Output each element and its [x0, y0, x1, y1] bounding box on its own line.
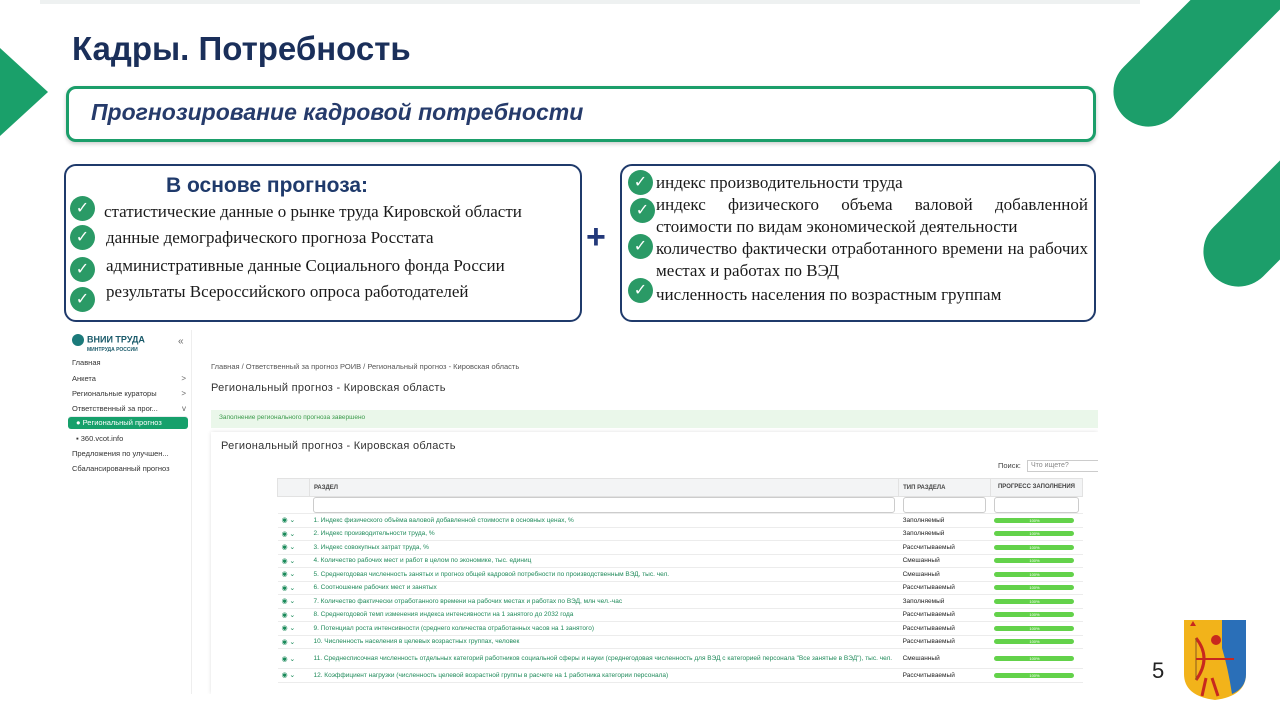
view-icon[interactable]: ◉: [281, 655, 288, 663]
view-icon[interactable]: ◉: [281, 672, 288, 680]
indicators-panel: [620, 164, 1096, 322]
column-header-actions: [278, 479, 310, 497]
basis-heading: В основе прогноза:: [166, 174, 369, 197]
chevron-down-icon[interactable]: ⌄: [289, 598, 296, 606]
green-stripe-decoration: [1189, 89, 1280, 301]
nav-item-proposals[interactable]: Предложения по улучшен...: [72, 449, 169, 458]
progress-bar: 100%: [994, 572, 1074, 577]
view-icon[interactable]: ◉: [281, 571, 288, 579]
view-icon[interactable]: ◉: [281, 557, 288, 565]
section-name[interactable]: 6. Соотношение рабочих мест и занятых: [309, 581, 898, 595]
progress-bar: 100%: [994, 518, 1074, 523]
chevron-down-icon[interactable]: ⌄: [289, 557, 296, 565]
check-icon: ✓: [628, 278, 653, 303]
view-icon[interactable]: ◉: [281, 638, 288, 646]
page-heading: Региональный прогноз - Кировская область: [211, 382, 446, 394]
chevron-down-icon[interactable]: ⌄: [289, 625, 296, 633]
basis-item: статистические данные о рынке труда Кировской области: [104, 202, 522, 221]
check-icon: ✓: [70, 287, 95, 312]
table-row[interactable]: [278, 608, 1083, 622]
section-name[interactable]: 7. Количество фактически отработанного времени на рабочих местах и работах по ВЭД, млн чел.-час: [309, 595, 898, 609]
view-icon[interactable]: ◉: [281, 598, 288, 606]
section-type: Рассчитываемый: [899, 669, 991, 683]
app-screenshot: [66, 330, 1098, 694]
basis-item: данные демографического прогноза Росстата: [106, 228, 434, 247]
breadcrumb[interactable]: Главная / Ответственный за прогноз РОИВ / Региональный прогноз - Кировская область: [211, 362, 520, 371]
sidebar: [66, 330, 192, 694]
subtitle: Прогнозирование кадровой потребности: [91, 99, 584, 125]
check-icon: ✓: [628, 234, 653, 259]
chevron-down-icon[interactable]: ⌄: [289, 517, 296, 525]
progress-filter-input[interactable]: [994, 497, 1078, 513]
chevron-down-icon[interactable]: ⌄: [289, 638, 296, 646]
chevron-down-icon[interactable]: ⌄: [289, 544, 296, 552]
search-input[interactable]: Что ищете?: [1027, 460, 1098, 472]
table-row[interactable]: [278, 622, 1083, 636]
progress-bar: 100%: [994, 673, 1074, 678]
green-triangle-decoration: [0, 48, 48, 136]
check-icon: ✓: [70, 257, 95, 282]
logo-subtext: МИНТРУДА РОССИИ: [87, 347, 138, 353]
column-header-progress[interactable]: ПРОГРЕСС ЗАПОЛНЕНИЯ: [990, 479, 1082, 497]
view-icon[interactable]: ◉: [281, 611, 288, 619]
table-row[interactable]: [278, 568, 1083, 582]
table-row[interactable]: [278, 527, 1083, 541]
table-row[interactable]: [278, 635, 1083, 649]
indicator-item: индекс физического объема валовой добавленной стоимости по видам экономической деятельности: [656, 195, 1088, 236]
section-type: Рассчитываемый: [899, 622, 991, 636]
progress-bar: 100%: [994, 545, 1074, 550]
green-stripe-decoration: [1099, 0, 1280, 141]
section-type: Заполняемый: [899, 527, 991, 541]
section-name[interactable]: 12. Коэффициент нагрузки (численность целевой возрастной группы в расчете на 1 работника категории персонала): [309, 669, 898, 683]
table-row[interactable]: [278, 581, 1083, 595]
table-row[interactable]: [278, 554, 1083, 568]
section-name[interactable]: 10. Численность населения в целевых возрастных группах, человек: [309, 635, 898, 649]
table-row[interactable]: [278, 514, 1083, 528]
table-row[interactable]: [278, 649, 1083, 669]
indicator-item: количество фактически отработанного времени на рабочих местах и работах по ВЭД: [656, 239, 1088, 280]
chevron-down-icon[interactable]: ⌄: [289, 584, 296, 592]
chevron-right-icon: >: [181, 374, 186, 383]
chevron-down-icon[interactable]: ⌄: [289, 611, 296, 619]
progress-bar: 100%: [994, 558, 1074, 563]
top-line: [40, 0, 1140, 4]
nav-item-responsible[interactable]: Ответственный за прог... v: [72, 404, 186, 413]
chevron-down-icon[interactable]: ⌄: [289, 530, 296, 538]
logo-text: ВНИИ ТРУДА: [87, 334, 145, 345]
section-name[interactable]: 8. Среднегодовой темп изменения индекса интенсивности на 1 занятого до 2032 года: [309, 608, 898, 622]
subtitle-box: [66, 86, 1096, 142]
page-number: 5: [1152, 658, 1165, 683]
card-title: Региональный прогноз - Кировская область: [221, 440, 456, 452]
section-type: Смешанный: [899, 568, 991, 582]
section-type: Рассчитываемый: [899, 608, 991, 622]
section-type: Рассчитываемый: [899, 581, 991, 595]
nav-item-vcot[interactable]: ▪ 360.vcot.info: [76, 434, 124, 443]
section-name[interactable]: 4. Количество рабочих мест и работ в целом по экономике, тыс. единиц: [309, 554, 898, 568]
table-row[interactable]: [278, 541, 1083, 555]
table-row[interactable]: [278, 595, 1083, 609]
indicator-item: численность населения по возрастным группам: [656, 285, 1002, 304]
view-icon[interactable]: ◉: [281, 584, 288, 592]
section-type: Рассчитываемый: [899, 635, 991, 649]
section-type: Смешанный: [899, 554, 991, 568]
nav-item-balanced-forecast[interactable]: Сбалансированный прогноз: [72, 464, 170, 473]
chevron-down-icon[interactable]: ⌄: [289, 655, 296, 663]
plus-icon: +: [586, 218, 606, 256]
section-name[interactable]: 1. Индекс физического объёма валовой добавленной стоимости в основных ценах, %: [309, 514, 898, 528]
chevron-down-icon[interactable]: ⌄: [289, 672, 296, 680]
nav-item-home[interactable]: Главная: [72, 358, 101, 367]
indicator-item: индекс производительности труда: [656, 173, 903, 192]
progress-bar: 100%: [994, 599, 1074, 604]
view-icon[interactable]: ◉: [281, 517, 288, 525]
check-icon: ✓: [628, 170, 653, 195]
slide-title: Кадры. Потребность: [72, 30, 411, 67]
section-type: Рассчитываемый: [899, 541, 991, 555]
coat-of-arms-icon: [1182, 618, 1248, 702]
chevron-down-icon: v: [182, 404, 186, 413]
progress-bar: 100%: [994, 612, 1074, 617]
chevron-down-icon[interactable]: ⌄: [289, 571, 296, 579]
table-header-row: [278, 479, 1083, 497]
section-type: Заполняемый: [899, 514, 991, 528]
collapse-icon[interactable]: «: [178, 336, 184, 347]
logo-icon: [72, 334, 84, 346]
section-name[interactable]: 9. Потенциал роста интенсивности (среднего количества отработанных часов на 1 занятого): [309, 622, 898, 636]
filter-row: [278, 497, 1083, 514]
section-filter-input[interactable]: [313, 497, 894, 513]
chevron-right-icon: >: [181, 389, 186, 398]
section-name[interactable]: 3. Индекс совокупных затрат труда, %: [309, 541, 898, 555]
column-header-section[interactable]: РАЗДЕЛ: [309, 479, 898, 497]
sections-table: [277, 478, 1083, 683]
type-filter-input[interactable]: [903, 497, 987, 513]
basis-panel: [64, 164, 582, 322]
check-icon: ✓: [70, 196, 95, 221]
progress-bar: 100%: [994, 656, 1074, 661]
section-type: Заполняемый: [899, 595, 991, 609]
section-name[interactable]: 11. Среднесписочная численность отдельных категорий работников социальной сферы и науки (среднегодовая численность для ВЭД с категорией персонала "Все занятые в ВЭД"), тыс. чел.: [309, 649, 898, 669]
view-icon[interactable]: ◉: [281, 625, 288, 633]
nav-item-regional-forecast[interactable]: ● Региональный прогноз: [68, 417, 188, 429]
nav-item-survey[interactable]: Анкета >: [72, 374, 186, 383]
progress-bar: 100%: [994, 626, 1074, 631]
progress-bar: 100%: [994, 639, 1074, 644]
section-name[interactable]: 5. Среднегодовая численность занятых и прогноз общей кадровой потребности по производственным ВЭД, тыс. чел.: [309, 568, 898, 582]
view-icon[interactable]: ◉: [281, 530, 288, 538]
column-header-type[interactable]: ТИП РАЗДЕЛА: [899, 479, 991, 497]
check-icon: ✓: [630, 198, 655, 223]
basis-item: административные данные Социального фонда России: [106, 256, 505, 275]
check-icon: ✓: [70, 225, 95, 250]
progress-bar: 100%: [994, 585, 1074, 590]
basis-item: результаты Всероссийского опроса работодателей: [106, 282, 469, 301]
search-label: Поиск:: [998, 461, 1021, 470]
section-type: Смешанный: [899, 649, 991, 669]
nav-item-curators[interactable]: Региональные кураторы >: [72, 389, 186, 398]
success-notice: Заполнение регионального прогноза завершено: [211, 410, 1098, 428]
section-name[interactable]: 2. Индекс производительности труда, %: [309, 527, 898, 541]
app-logo[interactable]: [72, 334, 145, 355]
view-icon[interactable]: ◉: [281, 544, 288, 552]
forecast-card: [211, 432, 1098, 694]
progress-bar: 100%: [994, 531, 1074, 536]
table-row[interactable]: [278, 669, 1083, 683]
